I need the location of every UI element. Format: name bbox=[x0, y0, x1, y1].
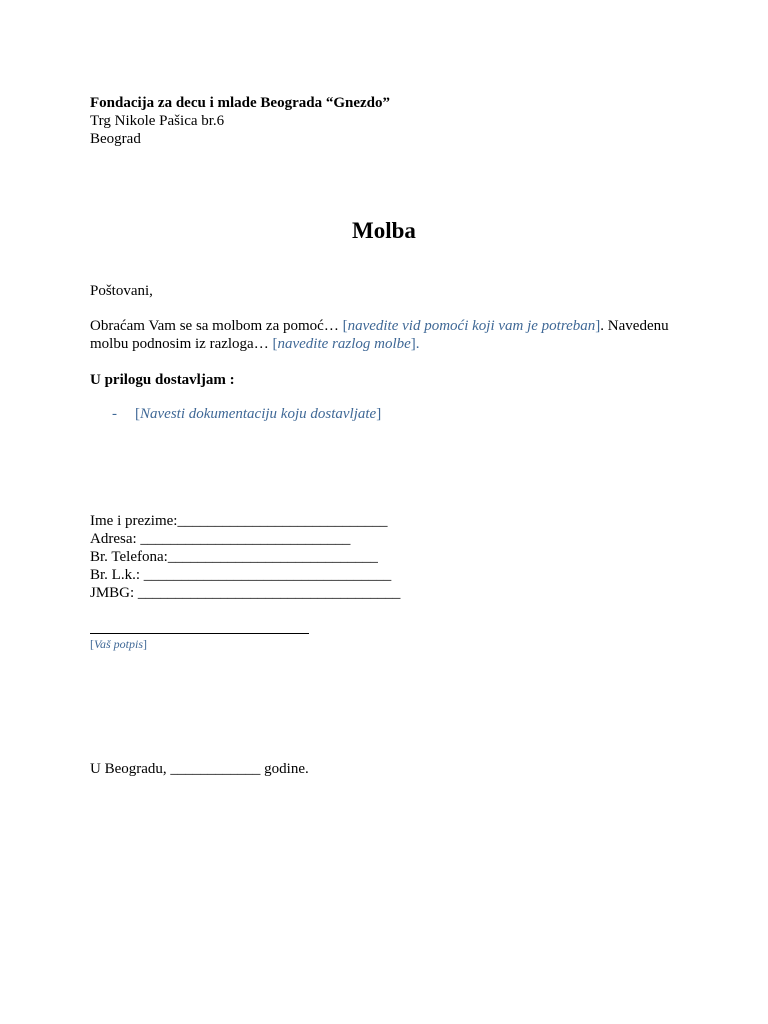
bullet-dash: - bbox=[112, 406, 117, 422]
document-title: Molba bbox=[352, 218, 416, 243]
attachment-item bbox=[135, 405, 381, 423]
placeholder-bracket: ] bbox=[595, 318, 601, 334]
recipient-address: Trg Nikole Pašica br.6 bbox=[90, 113, 225, 129]
applicant-fields bbox=[90, 512, 400, 602]
field-phone[interactable]: Br. Telefona:____________________________ bbox=[90, 549, 378, 565]
signature-line[interactable] bbox=[90, 623, 309, 634]
field-address[interactable]: Adresa: ____________________________ bbox=[90, 531, 351, 547]
recipient-block bbox=[90, 94, 390, 148]
placeholder-bracket: ]. bbox=[410, 336, 420, 352]
placeholder-bracket: [ bbox=[272, 336, 278, 352]
body-text-2: . Navedenu bbox=[600, 318, 669, 334]
placeholder-documents[interactable]: Navesti dokumentaciju koju dostavljate bbox=[140, 406, 377, 422]
placeholder-bracket: [ bbox=[342, 318, 348, 334]
body-text-3: molbu podnosim iz razloga… bbox=[90, 336, 273, 352]
field-jmbg[interactable]: JMBG: ___________________________________ bbox=[90, 585, 401, 601]
placeholder-bracket: [ bbox=[135, 406, 140, 422]
date-place-line[interactable]: U Beogradu, ____________ godine. bbox=[90, 761, 309, 777]
field-name[interactable]: Ime i prezime:____________________________ bbox=[90, 513, 388, 529]
field-id-card[interactable]: Br. L.k.: _________________________________ bbox=[90, 567, 392, 583]
placeholder-bracket: [ bbox=[90, 637, 94, 651]
signature-label bbox=[90, 637, 147, 651]
recipient-city: Beograd bbox=[90, 131, 141, 147]
signature-placeholder[interactable]: Vaš potpis bbox=[94, 637, 144, 651]
attachments-heading: U prilogu dostavljam : bbox=[90, 372, 235, 388]
body-text-1: Obraćam Vam se sa molbom za pomoć… bbox=[90, 318, 343, 334]
placeholder-bracket: ] bbox=[376, 406, 382, 422]
placeholder-reason[interactable]: navedite razlog molbe bbox=[277, 336, 411, 352]
placeholder-bracket: ] bbox=[143, 637, 148, 651]
body-paragraph bbox=[90, 317, 690, 353]
placeholder-help-type[interactable]: navedite vid pomoći koji vam je potreban bbox=[347, 318, 596, 334]
recipient-name: Fondacija za decu i mlade Beograda “Gnezdo” bbox=[90, 95, 390, 111]
salutation: Poštovani, bbox=[90, 283, 153, 299]
